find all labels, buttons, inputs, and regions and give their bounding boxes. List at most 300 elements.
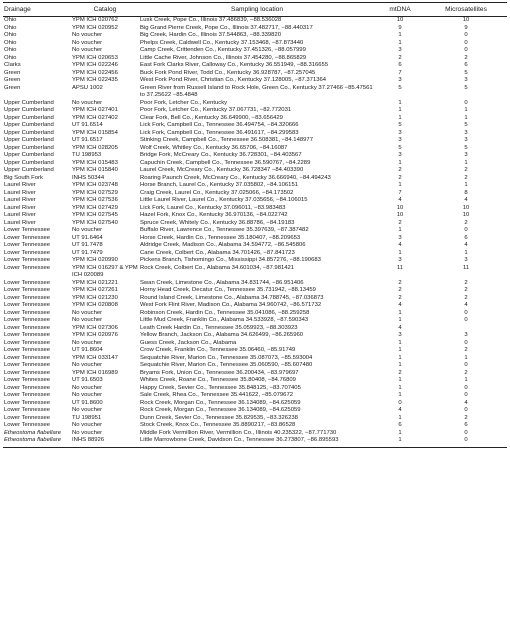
mtdna-cell: 1	[398, 249, 402, 256]
table-row	[3, 130, 507, 138]
microsatellites-cell: 0	[464, 39, 468, 46]
catalog-cell: INHS 88926	[71, 437, 139, 447]
microsatellites-cell: 6	[464, 62, 468, 68]
drainage-cell: Ohio	[4, 47, 17, 53]
header-sampling-location: Sampling location	[139, 3, 375, 17]
catalog-cell: YPM ICH 020976	[72, 332, 118, 338]
catalog-cell: No voucher	[72, 422, 103, 428]
location-cell: Lick Fork, Campbell Co., Tennessee 36.491617, −84.299583	[140, 129, 299, 136]
microsatellites-cell: 3	[464, 152, 468, 158]
mtdna-cell: 1	[398, 362, 402, 368]
microsatellites-cell: 1	[464, 377, 468, 383]
table-row	[3, 370, 507, 378]
location-cell: Pickens Branch, Tishomingo Co., Mississippi 34.857276, −88.190683	[140, 257, 321, 263]
microsatellites-cell: 8	[464, 189, 468, 196]
mtdna-cell: 1	[398, 39, 402, 46]
drainage-cell: Upper Cumberland	[4, 107, 54, 113]
drainage-cell: Lower Tennessee	[4, 392, 51, 398]
table-row	[3, 197, 507, 205]
microsatellites-cell: 3	[464, 137, 468, 143]
catalog-cell: YPM ICH 023748	[72, 182, 118, 188]
mtdna-cell: 1	[398, 227, 402, 233]
table-row	[3, 40, 507, 48]
catalog-cell: No voucher	[72, 99, 103, 106]
mtdna-cell: 3	[398, 47, 402, 53]
mtdna-cell: 3	[398, 77, 402, 83]
location-cell: Rock Creek, Colbert Co., Alabama 34.601034, −87.981421	[140, 264, 295, 271]
catalog-cell: YPM ICH 027536	[72, 197, 118, 203]
table-row	[3, 25, 507, 33]
table-row	[3, 62, 507, 70]
mtdna-cell: 10	[396, 204, 404, 211]
mtdna-cell: 1	[375, 437, 425, 447]
microsatellites-cell: 0	[464, 392, 468, 398]
microsatellites-cell: 6	[464, 234, 468, 241]
drainage-cell: Lower Tennessee	[4, 407, 51, 413]
drainage-cell: Lower Tennessee	[4, 422, 51, 428]
location-cell: Swan Creek, Limestone Co., Alabama 34.831744, −86.951406	[140, 279, 304, 286]
catalog-cell: INHS 50344	[72, 174, 105, 181]
microsatellites-cell: 0	[464, 317, 468, 323]
location-cell: Little Marrowbone Creek, Davidson Co., Tennessee 36.273807, −86.895593	[139, 437, 375, 447]
drainage-cell: Clarks	[4, 62, 21, 68]
catalog-cell: No voucher	[72, 392, 103, 398]
catalog-cell: No voucher	[72, 47, 103, 53]
location-cell: Rock Creek, Morgan Co., Tennessee 36.134089, −84.625059	[140, 407, 301, 413]
microsatellites-cell: 1	[464, 182, 468, 188]
catalog-cell: YPM ICH 027306	[72, 324, 118, 331]
catalog-cell: No voucher	[72, 32, 103, 38]
mtdna-cell: 1	[398, 429, 402, 436]
location-cell: Lick Fork, Laurel Co., Kentucky 37.096011, −83.983483	[140, 204, 286, 211]
microsatellites-cell: 2	[464, 167, 468, 173]
catalog-cell: YPM ICH 027402	[72, 114, 118, 121]
catalog-cell: UT 91.6464	[72, 234, 103, 241]
drainage-cell: Upper Cumberland	[4, 167, 54, 173]
drainage-cell: Laurel River	[4, 204, 36, 211]
mtdna-cell: 5	[398, 122, 402, 128]
table-row	[3, 235, 507, 243]
location-cell: Clear Fork, Bell Co., Kentucky 36.649900, −83.656429	[140, 114, 283, 121]
microsatellites-cell: 5	[464, 69, 468, 76]
table-row	[3, 190, 507, 198]
catalog-cell: YPM ICH 027429	[72, 204, 118, 211]
table-row	[3, 212, 507, 220]
drainage-cell: Lower Tennessee	[4, 324, 51, 331]
mtdna-cell: 2	[398, 279, 402, 286]
mtdna-cell: 1	[398, 339, 402, 346]
microsatellites-cell: 1	[464, 249, 468, 256]
mtdna-cell: 1	[398, 377, 402, 383]
location-cell: Camp Creek, Crittenden Co., Kentucky 37.451326, −88.057999	[140, 47, 306, 53]
catalog-cell: YPM ICH 020990	[72, 257, 118, 263]
mtdna-cell: 4	[398, 302, 402, 308]
mtdna-cell: 2	[398, 219, 402, 226]
catalog-cell: YPM ICH 016989	[72, 369, 118, 376]
mtdna-cell: 1	[398, 182, 402, 188]
location-cell: Round Island Creek, Limestone Co., Alabama 34.788745, −87.036873	[140, 294, 324, 301]
location-cell: Robinson Creek, Hardin Co., Tennessee 35.041086, −88.259258	[140, 309, 310, 316]
drainage-cell: Lower Tennessee	[4, 399, 51, 406]
table-row	[3, 205, 507, 213]
microsatellites-cell: 4	[464, 242, 468, 248]
location-cell: East Fork Clarks River, Calloway Co., Kentucky 36.551949, −88.316655	[140, 62, 329, 68]
mtdna-cell: 1	[398, 114, 402, 121]
table-header	[3, 3, 507, 17]
catalog-cell: YPM ICH 020952	[72, 24, 118, 31]
microsatellites-cell: 4	[464, 302, 468, 308]
location-cell: Little Cache River, Johnson Co., Illinois 37.454280, −88.865829	[140, 54, 307, 61]
location-cell: Guess Creek, Jackson Co., Alabama	[140, 339, 237, 346]
microsatellites-cell: 1	[464, 159, 468, 166]
mtdna-cell: 11	[396, 264, 404, 271]
catalog-cell: No voucher	[72, 407, 103, 413]
catalog-cell: UT 91.6514	[72, 122, 103, 128]
catalog-cell: YPM ICH 015483	[72, 159, 118, 166]
drainage-cell: Lower Tennessee	[4, 249, 51, 256]
mtdna-cell: 1	[398, 414, 402, 421]
mtdna-cell: 7	[398, 69, 402, 76]
catalog-cell: APSU 1002	[72, 84, 103, 91]
drainage-cell: Green	[4, 69, 21, 76]
header-drainage: Drainage	[3, 3, 71, 17]
sampling-table	[3, 2, 507, 448]
drainage-cell: Ohio	[4, 17, 17, 23]
mtdna-cell: 2	[398, 287, 402, 293]
microsatellites-cell: 1	[464, 354, 468, 361]
mtdna-cell: 10	[396, 212, 404, 218]
table-row	[3, 47, 507, 55]
table-row	[3, 175, 507, 183]
microsatellites-cell: 2	[464, 294, 468, 301]
drainage-cell: Lower Tennessee	[4, 332, 51, 338]
location-cell: Lusk Creek, Pope Co., Illinois 37.486839, −88.536028	[140, 17, 282, 23]
microsatellites-cell: 9	[464, 24, 468, 31]
drainage-cell: Lower Tennessee	[4, 384, 51, 391]
table-row	[3, 280, 507, 288]
table-row	[3, 257, 507, 265]
catalog-cell: YPM ICH 027545	[72, 212, 118, 218]
mtdna-cell: 3	[398, 129, 402, 136]
catalog-cell: YPM ICH 015840	[72, 167, 118, 173]
microsatellites-cell: 0	[464, 32, 468, 38]
catalog-cell: TU 198953	[72, 152, 102, 158]
location-cell: Horse Creek, Hardin Co., Tennessee 35.180407, −88.209653	[140, 234, 301, 241]
drainage-cell: Upper Cumberland	[4, 122, 54, 128]
location-cell: Horse Branch, Laurel Co., Kentucky 37.035802, −84.106151	[140, 182, 299, 188]
table-row	[3, 392, 507, 400]
location-cell: Bryams Fork, Union Co., Tennessee 36.200434, −83.979697	[140, 369, 299, 376]
table-row	[3, 167, 507, 175]
table-row	[3, 422, 507, 430]
drainage-cell: Lower Tennessee	[4, 287, 51, 293]
table-row	[3, 400, 507, 408]
location-cell: Craig Creek, Laurel Co., Kentucky 37.025066, −84.173502	[140, 189, 294, 196]
microsatellites-cell: 0	[425, 437, 507, 447]
drainage-cell: Lower Tennessee	[4, 317, 51, 323]
header-catalog: Catalog	[71, 3, 139, 17]
microsatellites-cell: 2	[464, 347, 468, 353]
microsatellites-cell: 10	[462, 204, 470, 211]
drainage-cell: Lower Tennessee	[4, 242, 51, 248]
microsatellites-cell: 1	[464, 107, 468, 113]
mtdna-cell: 1	[398, 32, 402, 38]
table-row	[3, 340, 507, 348]
drainage-cell: Lower Tennessee	[4, 362, 51, 368]
microsatellites-cell: 0	[464, 362, 468, 368]
table-row	[3, 362, 507, 370]
microsatellites-cell: 5	[464, 122, 468, 128]
location-cell: Buck Fork Pond River, Todd Co., Kentucky 36.928787, −87.257045	[140, 69, 316, 76]
drainage-cell: Lower Tennessee	[4, 264, 51, 271]
catalog-cell: YPM ICH 027261	[72, 287, 118, 293]
microsatellites-cell: 0	[464, 429, 468, 436]
location-cell: Bridge Fork, McCreary Co., Kentucky 36.728301, −84.403567	[140, 152, 302, 158]
microsatellites-cell: 2	[464, 174, 468, 181]
location-cell: Buffalo River, Lawrence Co., Tennessee 35.397639, −87.387482	[140, 227, 309, 233]
microsatellites-cell: 1	[464, 114, 468, 121]
microsatellites-cell: 2	[464, 287, 468, 293]
microsatellites-cell: 10	[462, 212, 470, 218]
catalog-cell: UT 91.7479	[72, 249, 103, 256]
catalog-cell: YPM ICH 027529	[72, 189, 118, 196]
mtdna-cell: 10	[396, 17, 404, 23]
mtdna-cell: 4	[398, 324, 402, 331]
table-row	[3, 77, 507, 85]
table-row	[3, 145, 507, 153]
location-cell: Poor Fork, Letcher Co., Kentucky 37.067731, −82.772031	[140, 107, 292, 113]
microsatellites-cell: 10	[462, 17, 470, 23]
location-cell: Wolf Creek, Whitley Co., Kentucky 36.65706, −84.16087	[140, 144, 288, 151]
table-row	[3, 355, 507, 363]
catalog-cell: No voucher	[72, 429, 103, 436]
table-row	[3, 220, 507, 228]
drainage-cell: Laurel River	[4, 182, 36, 188]
catalog-cell: TU 198951	[72, 414, 102, 421]
drainage-cell: Upper Cumberland	[4, 114, 54, 121]
mtdna-cell: 1	[398, 354, 402, 361]
table-row	[3, 182, 507, 190]
mtdna-cell: 4	[398, 197, 402, 203]
mtdna-cell: 5	[398, 144, 402, 151]
table-row	[3, 107, 507, 115]
catalog-cell: No voucher	[72, 317, 103, 323]
catalog-cell: No voucher	[72, 339, 103, 346]
table-row	[3, 385, 507, 393]
mtdna-cell: 1	[398, 107, 402, 113]
catalog-cell: YPM ICH 020762	[72, 17, 118, 23]
drainage-cell: Lower Tennessee	[4, 339, 51, 346]
drainage-cell: Lower Tennessee	[4, 347, 51, 353]
mtdna-cell: 2	[398, 167, 402, 173]
drainage-cell: Upper Cumberland	[4, 99, 54, 106]
drainage-cell: Upper Cumberland	[4, 152, 54, 158]
location-cell: Middle Fork Vermillion River, Vermillion Co., Illinois 40.235322, −87.771730	[140, 429, 337, 436]
microsatellites-cell: 0	[464, 384, 468, 391]
table-row	[3, 295, 507, 303]
catalog-cell: YPM ICH 022456	[72, 69, 118, 76]
mtdna-cell: 3	[398, 332, 402, 338]
microsatellites-cell: 0	[464, 309, 468, 316]
catalog-cell: YPM ICH 021230	[72, 294, 118, 301]
location-cell: Spruce Creek, Whitely Co., Kentucky 36.88786, −84.19183	[140, 219, 295, 226]
location-cell: Aldridge Creek, Madison Co., Alabama 34.594772, −86.545806	[140, 242, 306, 248]
drainage-cell: Lower Tennessee	[4, 309, 51, 316]
location-cell: Poor Fork, Letcher Co., Kentucky	[140, 99, 228, 106]
drainage-cell: Etheostoma flabellare	[3, 437, 71, 447]
microsatellites-cell: 0	[464, 47, 468, 53]
microsatellites-cell: 5	[464, 144, 468, 151]
table-row	[3, 55, 507, 63]
table-row	[3, 325, 507, 333]
microsatellites-cell: 4	[464, 399, 468, 406]
drainage-cell: Upper Cumberland	[4, 129, 54, 136]
location-cell: Hazel Fork, Knox Co., Kentucky 36.970136, −84.022742	[140, 212, 288, 218]
location-cell: Lick Fork, Campbell Co., Tennessee 36.494754, −84.320666	[140, 122, 299, 128]
microsatellites-cell: 0	[464, 99, 468, 106]
mtdna-cell: 4	[398, 407, 402, 413]
table-row	[3, 415, 507, 423]
location-cell: Roaring Paunch Creek, McCreary Co., Kentucky 36.666940, −84.494243	[140, 174, 331, 181]
drainage-cell: Lower Tennessee	[4, 257, 51, 263]
table-row	[3, 242, 507, 250]
mtdna-cell: 4	[398, 242, 402, 248]
microsatellites-cell: 0	[464, 227, 468, 233]
catalog-cell: YPM ICH 015854	[72, 129, 118, 136]
catalog-cell: No voucher	[72, 309, 103, 316]
microsatellites-cell: 5	[464, 84, 468, 91]
microsatellites-cell: 4	[464, 197, 468, 203]
microsatellites-cell: 2	[464, 279, 468, 286]
catalog-cell: YPM ICH 033147	[72, 354, 118, 361]
microsatellites-cell: 0	[464, 339, 468, 346]
mtdna-cell: 1	[398, 347, 402, 353]
mtdna-cell: 0	[398, 399, 402, 406]
mtdna-cell: 6	[398, 62, 402, 68]
location-cell: Rock Creek, Morgan Co., Tennessee 36.134089, −84.625059	[140, 399, 301, 406]
microsatellites-cell: 3	[464, 332, 468, 338]
mtdna-cell: 1	[398, 309, 402, 316]
drainage-cell: Lower Tennessee	[4, 354, 51, 361]
table-row	[3, 70, 507, 78]
table-row	[3, 310, 507, 318]
drainage-cell: Lower Tennessee	[4, 279, 51, 286]
catalog-cell: YPM ICH 028205	[72, 144, 118, 151]
mtdna-cell: 5	[398, 84, 402, 91]
table-row	[3, 137, 507, 145]
table-row	[3, 332, 507, 340]
location-cell: West Fork Pond River, Christian Co., Kentucky 37.128005, −87.371364	[140, 77, 327, 83]
catalog-cell: No voucher	[72, 384, 103, 391]
location-cell: Green River from Russell Island to Rock Hole, Green Co., Kentucky 37.27466 −85.47561 to 37.25622 −85.4848	[140, 84, 373, 98]
location-cell: Yellow Branch, Jackson Co., Alabama 34.626499, −86.265960	[140, 332, 304, 338]
microsatellites-cell: 3	[464, 77, 468, 83]
table-row	[3, 122, 507, 130]
catalog-cell: UT 91.7478	[72, 242, 103, 248]
drainage-cell: Upper Cumberland	[4, 159, 54, 166]
table-row	[3, 265, 507, 280]
drainage-cell: Etheostoma flabellare	[4, 429, 61, 436]
location-cell: Big Grand Pierre Creek, Pope Co., Illinois 37.482717, −88.440317	[140, 24, 313, 31]
location-cell: Laurel Creek, McCreary Co., Kentucky 36.728347 −84.403390	[140, 167, 304, 173]
mtdna-cell: 3	[398, 257, 402, 263]
drainage-cell: Ohio	[4, 32, 17, 38]
drainage-cell: Lower Tennessee	[4, 369, 51, 376]
table-row	[3, 287, 507, 295]
mtdna-cell: 1	[398, 384, 402, 391]
mtdna-cell: 2	[398, 54, 402, 61]
drainage-cell: Lower Tennessee	[4, 414, 51, 421]
table-row	[3, 302, 507, 310]
catalog-cell: UT 91.6517	[72, 137, 103, 143]
table-row	[3, 377, 507, 385]
table-row	[3, 152, 507, 160]
catalog-cell: YPM ICH 022435	[72, 77, 118, 83]
mtdna-cell: 3	[398, 137, 402, 143]
table-row	[3, 32, 507, 40]
location-cell: Phelps Creek, Caldwell Co., Kentucky 37.153468, −87.873440	[140, 39, 304, 46]
location-cell: Capuchin Creek, Campbell Co., Tennessee 36.590767, −84.2289	[140, 159, 311, 166]
drainage-cell: Green	[4, 77, 21, 83]
location-cell: Little Laurel River, Laurel Co., Kentucky 37.035656, −84.106015	[140, 197, 308, 203]
drainage-cell: Laurel River	[4, 219, 36, 226]
catalog-cell: YPM ICH 021221	[72, 279, 118, 286]
drainage-cell: Ohio	[4, 24, 17, 31]
mtdna-cell: 2	[398, 294, 402, 301]
location-cell: Cane Creek, Colbert Co., Alabama 34.701426, −87.841723	[140, 249, 295, 256]
location-cell: Little Mud Creek, Franklin Co., Alabama 34.533928, −87.590343	[140, 317, 309, 323]
mtdna-cell: 6	[398, 422, 402, 428]
drainage-cell: Laurel River	[4, 212, 36, 218]
microsatellites-cell: 11	[462, 264, 470, 271]
mtdna-cell: 3	[398, 234, 402, 241]
drainage-cell: Upper Cumberland	[4, 144, 54, 151]
table-row	[3, 160, 507, 168]
mtdna-cell: 2	[398, 369, 402, 376]
catalog-cell: No voucher	[72, 39, 103, 46]
location-cell: Stinking Creek, Campbell Co., Tennessee 36.508381, −84.148977	[140, 137, 313, 143]
catalog-cell: YPM ICH 027540	[72, 219, 118, 226]
catalog-cell: YPM ICH 016297 & YPM ICH 020089	[72, 264, 138, 278]
mtdna-cell: 1	[398, 159, 402, 166]
drainage-cell: Lower Tennessee	[4, 294, 51, 301]
table-row	[3, 85, 507, 100]
drainage-cell: Laurel River	[4, 189, 36, 196]
mtdna-cell: 1	[398, 99, 402, 106]
table-row	[3, 430, 507, 438]
drainage-cell: Lower Tennessee	[4, 302, 51, 308]
drainage-cell: Laurel River	[4, 197, 36, 203]
mtdna-cell: 3	[398, 152, 402, 158]
mtdna-cell: 2	[398, 174, 402, 181]
mtdna-cell: 7	[398, 189, 402, 196]
drainage-cell: Green	[4, 84, 21, 91]
header-microsatellites: Microsatellites	[425, 3, 507, 17]
table-row	[3, 17, 507, 25]
header-row	[3, 3, 507, 17]
table-body	[3, 17, 507, 448]
location-cell: Sequatchie River, Marion Co., Tennessee 35.087073, −85.593004	[140, 354, 313, 361]
catalog-cell: No voucher	[72, 227, 103, 233]
location-cell: West Fork Flint River, Madison Co., Alabama 34.960742, −86.571732	[140, 302, 322, 308]
drainage-cell: Lower Tennessee	[4, 234, 51, 241]
microsatellites-cell: 3	[464, 129, 468, 136]
table-row	[3, 437, 507, 447]
table-row	[3, 227, 507, 235]
catalog-cell: UT 91.8604	[72, 347, 103, 353]
location-cell: Happy Creek, Sevier Co., Tennessee 35.848125, −83.707405	[140, 384, 301, 391]
catalog-cell: UT 91.8600	[72, 399, 103, 406]
